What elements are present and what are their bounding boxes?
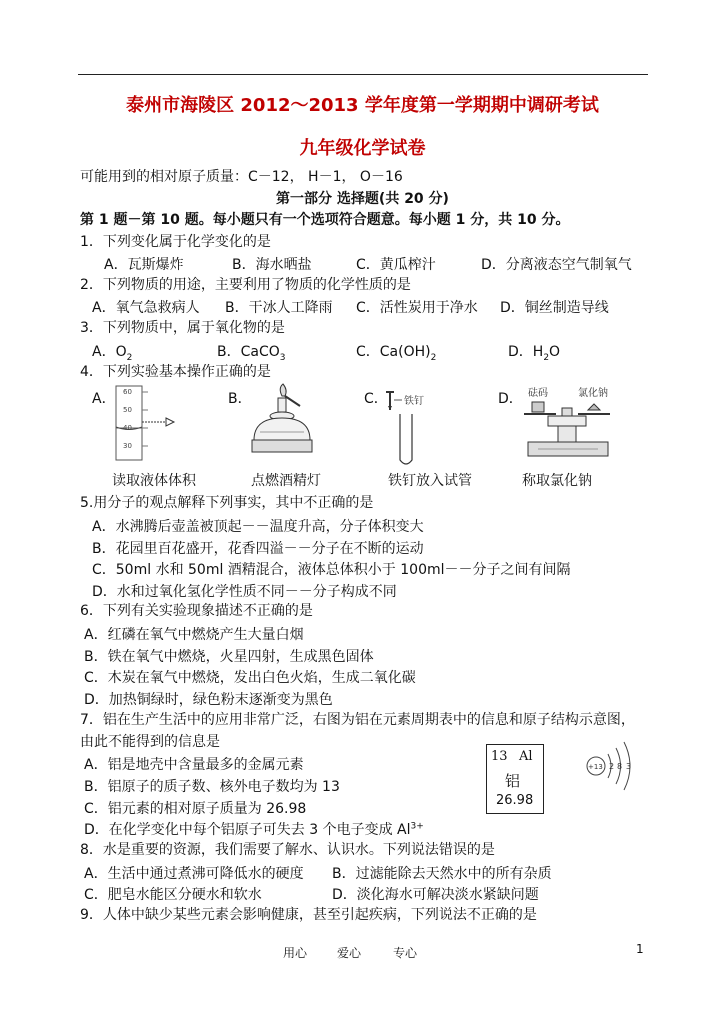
q8-option-c: C．肥皂水能区分硬水和软水 (84, 887, 262, 903)
q2-option-c: C．活性炭用于净水 (356, 300, 478, 316)
q6-option-c: C．木炭在氧气中燃烧，发出白色火焰，生成二氧化碳 (84, 670, 416, 686)
q3-option-d: D．$H_2O$ (508, 344, 561, 363)
q5-option-d: D．水和过氧化氢化学性质不同－－分子构成不同 (92, 584, 397, 600)
cell-symbol: Al (519, 749, 533, 764)
flame-icon (280, 384, 286, 396)
test-tube-figure (380, 384, 460, 468)
q4-caption-d: 称取氯化钠 (522, 473, 592, 489)
graduated-cylinder-figure (108, 384, 178, 464)
q3-option-c: C．$Ca(OH)_2$ (356, 344, 437, 363)
salt-label: 氯化钠 (578, 388, 608, 399)
q1-option-b: B．海水晒盐 (232, 257, 312, 273)
q1-option-a: A．瓦斯爆炸 (104, 257, 184, 273)
q3-option-a: A．$O_2$ (92, 344, 133, 363)
q2-option-d: D．铜丝制造导线 (500, 300, 609, 316)
q2-option-a: A．氧气急救病人 (92, 300, 200, 316)
q4-caption-a: 读取液体体积 (112, 473, 196, 489)
paper-subtitle: 九年级化学试卷 (299, 138, 426, 159)
cell-atomic-number: 13 (491, 749, 508, 764)
q4-stem: 4．下列实验基本操作正确的是 (80, 364, 271, 380)
q6-stem: 6．下列有关实验现象描述不正确的是 (80, 603, 313, 619)
q4-option-d-label: D． (498, 391, 523, 407)
q5-stem: 5.用分子的观点解释下列事实，其中不正确的是 (80, 495, 374, 511)
q6-option-d: D．加热铜绿时，绿色粉末逐渐变为黑色 (84, 692, 333, 708)
atomic-structure-figure (584, 738, 644, 794)
q7-option-a: A．铝是地壳中含量最多的金属元素 (84, 757, 304, 773)
cylinder-tick-40: 40 (123, 424, 132, 432)
q4-option-b-label: B． (228, 391, 252, 407)
cell-mass: 26.98 (496, 793, 534, 808)
q5-option-c: C．50ml 水和 50ml 酒精混合，液体总体积小于 100ml－－分子之间有间隔 (92, 562, 571, 578)
q1-stem: 1．下列变化属于化学变化的是 (80, 234, 271, 250)
shell-1-electrons: 2 (609, 762, 615, 771)
q2-stem: 2．下列物质的用途，主要利用了物质的化学性质的是 (80, 277, 411, 293)
eye-icon (166, 418, 174, 426)
alcohol-lamp-figure (240, 382, 320, 464)
periodic-table-cell (486, 744, 544, 814)
cylinder-tick-50: 50 (123, 406, 132, 414)
exam-title: 泰州市海陵区 2012～2013 学年度第一学期期中调研考试 (126, 95, 599, 116)
shell-3-electrons: 3 (626, 762, 632, 771)
q1-option-c: C．黄瓜榨汁 (356, 257, 436, 273)
cylinder-tick-30: 30 (123, 442, 132, 450)
balance-figure (518, 382, 618, 466)
shell-2-electrons: 8 (617, 762, 623, 771)
header-rule (78, 74, 648, 75)
q4-caption-c: 铁钉放入试管 (388, 473, 472, 489)
q4-option-c-label: C． (364, 391, 388, 407)
q8-option-d: D．淡化海水可解决淡水紧缺问题 (332, 887, 539, 903)
nail-label: 铁钉 (404, 396, 424, 407)
part1-heading: 第一部分 选择题(共 20 分) (276, 191, 449, 207)
footer-slogan-1: 用心 (283, 946, 308, 960)
q6-option-b: B．铁在氧气中燃烧，火星四射，生成黑色固体 (84, 649, 374, 665)
q5-option-a: A．水沸腾后壶盖被顶起－－温度升高，分子体积变大 (92, 519, 424, 535)
q7-option-c: C．铝元素的相对原子质量为 26.98 (84, 801, 307, 817)
weight-label: 砝码 (528, 388, 548, 399)
q4-option-a-label: A． (92, 391, 116, 407)
q7-stem-line2: 由此不能得到的信息是 (80, 734, 220, 750)
page-number: 1 (636, 942, 644, 956)
footer-slogan-2: 爱心 (337, 946, 362, 960)
q3-option-b: B．CaCO$_3$ (217, 344, 286, 363)
q7-stem-line1: 7．铝在生产生活中的应用非常广泛，右图为铝在元素周期表中的信息和原子结构示意图， (80, 712, 635, 728)
q7-option-b: B．铝原子的质子数、核外电子数均为 13 (84, 779, 340, 795)
q8-option-a: A．生活中通过煮沸可降低水的硬度 (84, 866, 304, 882)
q8-stem: 8．水是重要的资源，我们需要了解水、认识水。下列说法错误的是 (80, 842, 495, 858)
q2-option-b: B．干冰人工降雨 (225, 300, 333, 316)
q6-option-a: A．红磷在氧气中燃烧产生大量白烟 (84, 627, 304, 643)
nucleus-charge: +13 (588, 763, 603, 771)
q4-caption-b: 点燃酒精灯 (251, 473, 321, 489)
footer-slogan-3: 专心 (393, 946, 418, 960)
q8-option-b: B．过滤能除去天然水中的所有杂质 (332, 866, 552, 882)
q5-option-b: B．花园里百花盛开，花香四溢－－分子在不断的运动 (92, 541, 424, 557)
q3-stem: 3．下列物质中，属于氧化物的是 (80, 320, 285, 336)
cell-name: 铝 (505, 772, 521, 790)
cylinder-tick-60: 60 (123, 388, 132, 396)
atomic-masses: 可能用到的相对原子质量：C－12， H－1， O－16 (80, 169, 403, 185)
q1-option-d: D．分离液态空气制氧气 (481, 257, 632, 273)
q7-option-d: D．在化学变化中每个铝原子可失去 3 个电子变成 $Al^{3+}$ (84, 821, 424, 838)
q9-stem: 9．人体中缺少某些元素会影响健康，甚至引起疾病，下列说法不正确的是 (80, 907, 537, 923)
part1-instruction: 第 1 题－第 10 题。每小题只有一个选项符合题意。每小题 1 分，共 10 分。 (80, 212, 570, 228)
